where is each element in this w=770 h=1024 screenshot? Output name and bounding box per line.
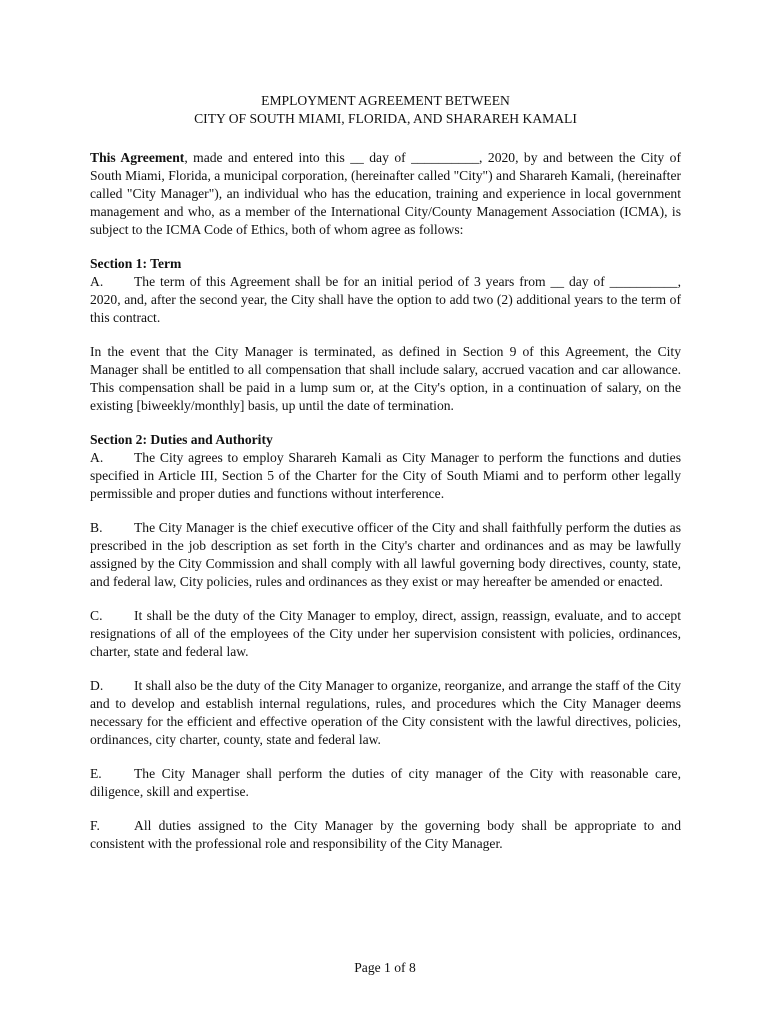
- document-title: [90, 92, 681, 128]
- clause-text: The term of this Agreement shall be for an initial period of 3 years from __ day of __________, 2020, and, after the second year, the City shall have the option to add two (2) additional years to the term of this contract.: [90, 274, 681, 325]
- intro-paragraph: [90, 149, 681, 239]
- section-1-paragraph-2: In the event that the City Manager is terminated, as defined in Section 9 of this Agreement, the City Manager shall be entitled to all compensation that shall include salary, accrued vacation and car allowance. This compensation shall be paid in a lump sum or, at the City's option, in a continuation of salary, on the existing [biweekly/monthly] basis, up until the date of termination.: [90, 344, 681, 413]
- clause-label: E.: [90, 766, 102, 781]
- title-line-2: CITY OF SOUTH MIAMI, FLORIDA, AND SHARAREH KAMALI: [194, 111, 577, 126]
- clause-text: The City agrees to employ Sharareh Kamali as City Manager to perform the functions and duties specified in Article III, Section 5 of the Charter for the City of South Miami and to perform other legally permissible and proper duties and functions without interference.: [90, 450, 681, 501]
- section-1-clause-a: [90, 273, 681, 327]
- section-2-clause-a: [90, 449, 681, 503]
- intro-lead: This Agreement: [90, 150, 185, 165]
- clause-label: C.: [90, 608, 103, 623]
- page-number: Page 1 of 8: [354, 960, 416, 975]
- section-2-clause-b: [90, 519, 681, 591]
- section-2-heading: Section 2: Duties and Authority: [90, 432, 273, 447]
- intro-text: , made and entered into this __ day of __________, 2020, by and between the City of South Miami, Florida, a municipal corporation, (hereinafter called "City") and Sharareh Kamali, (hereinafter called "City Manager"), an individual who has the education, training and experience in local government management and who, as a member of the International City/County Management Association (ICMA), is subject to the ICMA Code of Ethics, both of whom agree as follows:: [90, 150, 681, 237]
- clause-label: A.: [90, 450, 104, 465]
- clause-text: The City Manager shall perform the duties of city manager of the City with reasonable care, diligence, skill and expertise.: [90, 766, 681, 799]
- clause-label: F.: [90, 818, 100, 833]
- section-2-clause-e: [90, 765, 681, 801]
- clause-text: All duties assigned to the City Manager by the governing body shall be appropriate to and consistent with the professional role and responsibility of the City Manager.: [90, 818, 681, 851]
- clause-label: A.: [90, 274, 104, 289]
- section-2-clause-d: [90, 677, 681, 749]
- clause-text: It shall also be the duty of the City Manager to organize, reorganize, and arrange the staff of the City and to develop and establish internal regulations, rules, and procedures which the City Manager deems necessary for the efficient and effective operation of the City consistent with the lawful directives, policies, ordinances, city charter, county, state and federal law.: [90, 678, 681, 747]
- title-line-1: EMPLOYMENT AGREEMENT BETWEEN: [261, 93, 510, 108]
- section-2-clause-f: [90, 817, 681, 853]
- section-1-heading: Section 1: Term: [90, 256, 182, 271]
- clause-label: B.: [90, 520, 103, 535]
- document-page: [90, 92, 681, 853]
- clause-text: The City Manager is the chief executive officer of the City and shall faithfully perform the duties as prescribed in the job description as set forth in the City's charter and ordinances and as may be lawfully assigned by the City Commission and shall comply with all lawful governing body directives, county, state, and federal law, City policies, rules and ordinances as they exist or may hereafter be amended or enacted.: [90, 520, 681, 589]
- clause-text: It shall be the duty of the City Manager to employ, direct, assign, reassign, evaluate, and to accept resignations of all of the employees of the City under her supervision consistent with policies, ordinances, charter, state and federal law.: [90, 608, 681, 659]
- clause-label: D.: [90, 678, 104, 693]
- section-2-clause-c: [90, 607, 681, 661]
